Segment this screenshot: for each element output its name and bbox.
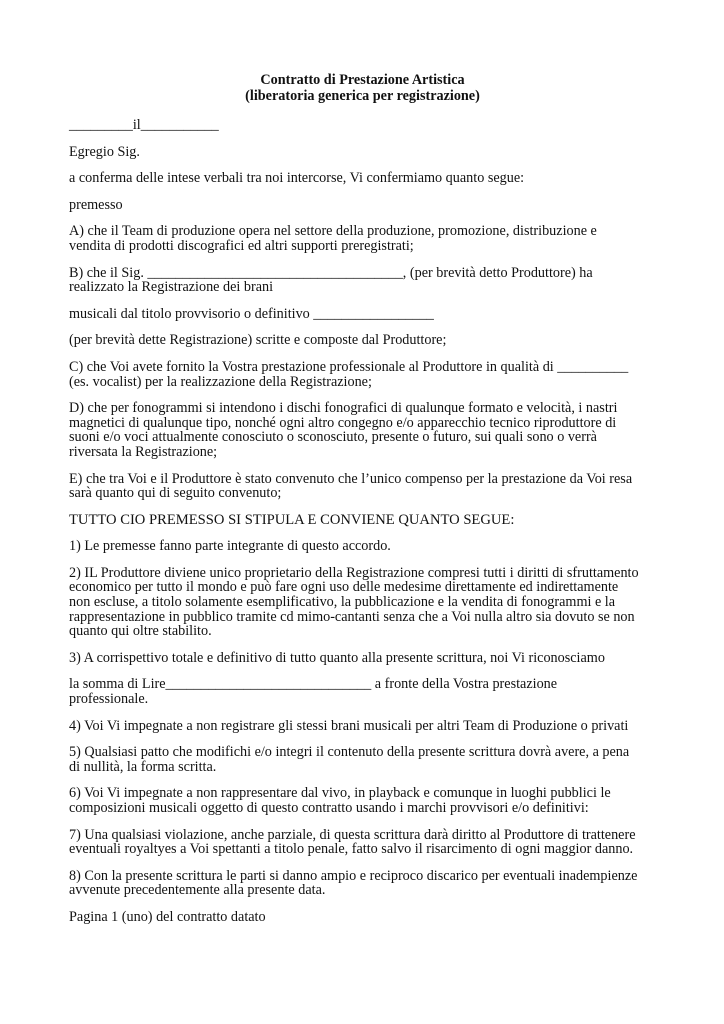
clause-1: 1) Le premesse fanno parte integrante di questo accordo. — [69, 538, 391, 555]
clause-8: 8) Con la presente scrittura le parti si danno ampio e reciproco discarico per eventuali inadempienze avvenute precedentemente alla presente data. — [69, 867, 638, 899]
intro-paragraph: a conferma delle intese verbali tra noi intercorse, Vi confermiamo quanto segue: — [69, 170, 525, 187]
clause-6: 6) Voi Vi impegnate a non rappresentare dal vivo, in playback e comunque in luoghi pubblici le composizioni musicali oggetto di questo contratto usando i marchi provvisori e/o definitivi: — [69, 785, 611, 816]
document-subtitle: (liberatoria generica per registrazione) — [245, 88, 480, 104]
clause-5: 5) Qualsiasi patto che modifichi e/o integri il contenuto della presente scrittura dovrà avere, a pena di nullità, la forma scritta. — [69, 744, 630, 775]
clause-3-amount: la somma di Lire_____________________________ a fronte della Vostra prestazione professionale. — [69, 676, 558, 708]
clause-2: 2) IL Produttore diviene unico proprietario della Registrazione compresi tutti i diritti di sfruttamento economico per tutto il mondo e può fare ogni uso delle medesime direttamente ed indirettamente non escluse, a titolo solamente esemplificativo, la pubblicazione e la vendita di fonogrammi e la rappresentazione in pubblico tramite cd mimo-cantanti senza che a Voi nulla altro sia dovuto se non quanto qui oltre stabilito. — [69, 564, 639, 640]
premise-c: C) che Voi avete fornito la Vostra prestazione professionale al Produttore in qualità di __________ (es. vocalist) per la realizzazione della Registrazione; — [69, 358, 629, 390]
clause-4: 4) Voi Vi impegnate a non registrare gli stessi brani musicali per altri Team di Produzione o privati — [69, 717, 629, 734]
premise-b-title: musicali dal titolo provvisorio o definitivo _________________ — [69, 305, 434, 322]
salutation: Egregio Sig. — [69, 143, 140, 160]
document-title-block — [69, 72, 656, 104]
premise-b-note: (per brevità dette Registrazione) scritte e composte dal Produttore; — [69, 332, 447, 349]
page-footer: Pagina 1 (uno) del contratto datato — [69, 908, 266, 925]
agreement-heading: TUTTO CIO PREMESSO SI STIPULA E CONVIENE QUANTO SEGUE: — [69, 511, 515, 528]
clause-3: 3) A corrispettivo totale e definitivo di tutto quanto alla presente scrittura, noi Vi riconosciamo — [69, 649, 605, 666]
date-place-line: _________il___________ — [69, 117, 219, 133]
premise-e: E) che tra Voi e il Produttore è stato convenuto che l’unico compenso per la prestazione da Voi resa sarà quanto qui di seguito convenuto; — [69, 470, 633, 502]
premise-a: A) che il Team di produzione opera nel settore della produzione, promozione, distribuzione e vendita di prodotti discografici ed altri supporti preregistrati; — [69, 223, 597, 254]
premise-b: B) che il Sig. ____________________________________, (per brevità detto Produttore) ha realizzato la Registrazione dei brani — [69, 264, 593, 296]
document-title: Contratto di Prestazione Artistica — [260, 72, 465, 88]
premise-d: D) che per fonogrammi si intendono i dischi fonografici di qualunque formato e velocità, i nastri magnetici di qualunque tipo, nonché ogni altro congegno e/o apparecchio tecnico riproduttore di suoni e/o voci attualmente conosciuto o sconosciuto, presente o futuro, sui quali sono o verrà riversata la Registrazione; — [69, 400, 618, 460]
clause-7: 7) Una qualsiasi violazione, anche parziale, di questa scrittura darà diritto al Produttore di trattenere eventuali royaltyes a Voi spettanti a titolo penale, fatto salvo il risarcimento di ogni maggior danno. — [69, 826, 636, 858]
premise-heading: premesso — [69, 196, 123, 213]
